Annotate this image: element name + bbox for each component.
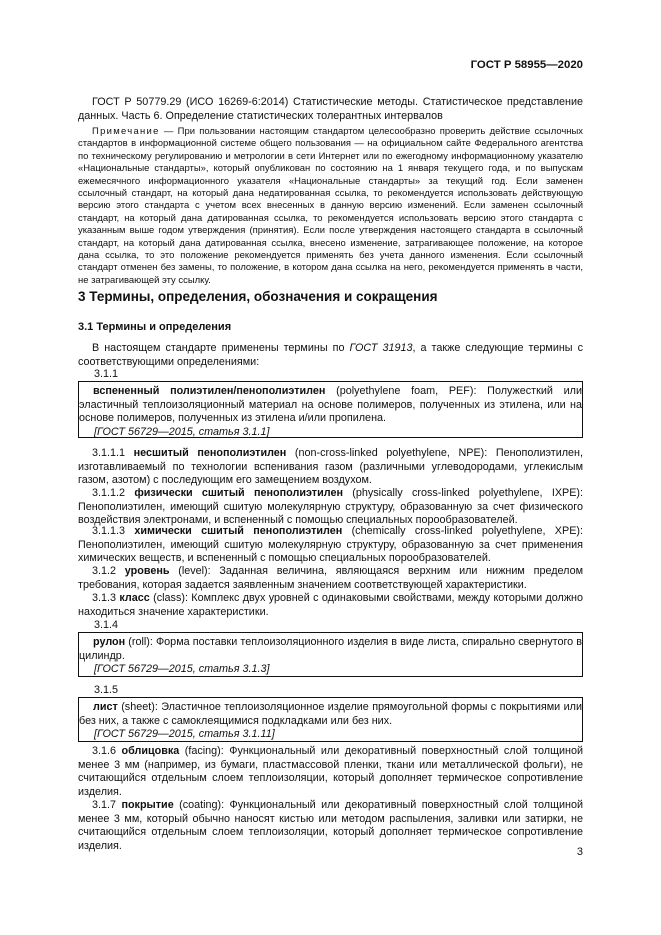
term-source-ref: [ГОСТ 56729—2015, статья 3.1.1] (94, 425, 270, 438)
term-definition-box (78, 632, 583, 677)
term-definition: рулон (roll): Форма поставки теплоизоляционного изделия в виде листа, спирально свернутого в цилиндр. (79, 636, 582, 662)
section-3-title: 3 Термины, определения, обозначения и сокращения (78, 289, 438, 304)
term-definition: 3.1.1.1 несшитый пенополиэтилен (non-cross-linked polyethylene, NPE): Пенополиэтилен, изготавливаемый по технологии вспенивания газом (различными углеводородами, углекислым газом, азотом) с последующим его замещением воздухом. (78, 447, 584, 486)
term-definition-box (78, 697, 583, 742)
document-number-header: ГОСТ Р 58955—2020 (470, 59, 583, 71)
page-number: 3 (576, 846, 583, 858)
term-definition: 3.1.6 облицовка (facing): Функциональный или декоративный поверхностный слой толщиной менее 3 мм (например, из бумаги, пластмассовой пленки, ткани или металлической фольги), не считающийся отдельным слоем теплоизоляции, который дополняет термическое сопротивление изделия. (78, 745, 584, 798)
term-definition: 3.1.2 уровень (level): Заданная величина, являющаяся верхним или нижним пределом требования, которая задается заявленным значением соответствующей характеристики. (78, 565, 584, 591)
term-source-ref: [ГОСТ 56729—2015, статья 3.1.3] (94, 663, 270, 675)
term-number: 3.1.4 (94, 619, 119, 631)
term-name: облицовка (121, 745, 180, 757)
term-definition: 3.1.7 покрытие (coating): Функциональный или декоративный поверхностный слой толщиной менее 3 мм, который обычно наносят кистью или методом распыления, заливки или затирки, не считающийся отдельным слоем теплоизоляции, который дополняет термическое сопротивление изделия. (78, 799, 583, 852)
note-paragraph (78, 126, 583, 287)
term-number: 3.1.5 (94, 684, 119, 696)
term-name: химически сшитый пенополиэтилен (134, 525, 343, 537)
intro-standard-ref: ГОСТ 31913 (349, 342, 413, 354)
term-definition: лист (sheet): Эластичное теплоизоляционное изделие прямоугольной формы с покрытиями или без них, а также с самоклеящимися подкладками или без них. (79, 701, 582, 727)
term-name: лист (93, 701, 118, 713)
term-definition-box (78, 381, 583, 438)
term-name: вспененный полиэтилен/пенополиэтилен (93, 385, 326, 397)
term-name: несшитый пенополиэтилен (133, 447, 287, 459)
subsection-3-1-title: 3.1 Термины и определения (78, 321, 232, 333)
term-name: покрытие (121, 799, 174, 811)
note-label: Примечание (92, 126, 160, 137)
term-name: физически сшитый пенополиэтилен (134, 487, 343, 499)
reference-iso-16269: ГОСТ Р 50779.29 (ИСО 16269-6:2014) Статистические методы. Статистическое представление данных. Часть 6. Определение статистических толерантных интервалов (78, 96, 583, 122)
term-definition: 3.1.1.2 физически сшитый пенополиэтилен (physically cross-linked polyethylene, IXPE): Пенополиэтилен, имеющий сшитую молекулярную структуру, образованную за счет физического воздействия электронами, и вспененный с помощью специальных порообразователей. (78, 487, 584, 526)
term-number: 3.1.1 (94, 368, 119, 380)
term-definition: 3.1.3 класс (class): Комплекс двух уровней с одинаковыми свойствами, между которыми должно находиться значение характеристики. (78, 592, 584, 618)
term-source-ref: [ГОСТ 56729—2015, статья 3.1.11] (94, 728, 275, 740)
term-name: уровень (124, 565, 170, 577)
section-intro: В настоящем стандарте применены термины по ГОСТ 31913, а также следующие термины с соответствующими определениями: (78, 342, 583, 368)
term-name: рулон (93, 636, 126, 648)
term-definition: 3.1.1.3 химически сшитый пенополиэтилен (chemically cross-linked polyethylene, XPE): Пенополиэтилен, имеющий сшитую молекулярную структуру, образованную за счет применения химических веществ, и вспененный с помощью специальных порообразователей. (78, 525, 584, 564)
term-name: класс (119, 592, 150, 604)
term-definition: вспененный полиэтилен/пенополиэтилен (polyethylene foam, PEF): Полужесткий или эластичный теплоизоляционный материал на основе полимеров, полученных из этилена, или на основе полимеров, полученных из этилена и/или пропилена. (79, 385, 582, 424)
note-text: — При пользовании настоящим стандартом целесообразно проверить действие ссылочных стандартов в информационной системе общего пользования — на официальном сайте Федерального агентства по техническому регулированию и метрологии в сети Интернет или по ежегодному информационному указателю «Национальные стандарты», который опубликован по состоянию на 1 января текущего года, и по выпускам ежемесячного информационного указателя «Национальные стандарты» за текущий год. Если заменен ссылочный стандарт, на который дана недатированная ссылка, то рекомендуется использовать действующую версию этого стандарта с учетом всех внесенных в данную версию изменений. Если заменен ссылочный стандарт, на который дана датированная ссылка, то рекомендуется использовать версию этого стандарта с указанным выше годом утверждения (принятия). Если после утверждения настоящего стандарта в ссылочный стандарт, на который дана датированная ссылка, внесено изменение, затрагивающее положение, на которое дана ссылка, то это положение рекомендуется применять без учета данного изменения. Если ссылочный стандарт отменен без замены, то положение, в котором дана ссылка на него, рекомендуется применять в части, не затрагивающей эту ссылку. (78, 126, 583, 286)
